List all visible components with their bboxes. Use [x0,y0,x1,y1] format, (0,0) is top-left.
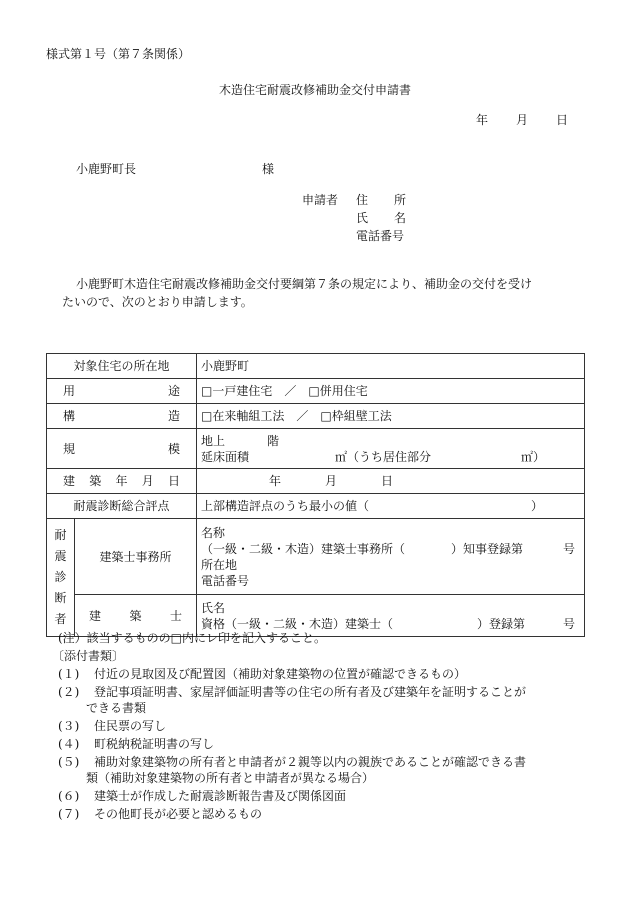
addressee-honorific: 様 [262,162,275,176]
scale-label: 規 模 [47,429,197,469]
document-title: 木造住宅耐震改修補助金交付申請書 [218,83,411,97]
attachment-item-1: (１) 付近の見取図及び配置図（補助対象建築物の位置が確認できるもの） [58,667,467,681]
attachment-item-3: (３) 住民票の写し [58,719,167,733]
note-text: (注）該当するものの□内にレ印を記入すること。 [58,631,327,645]
applicant-name-label: 氏 名 [356,211,406,225]
location-value: 小鹿野町 [197,354,585,379]
applicant-address-label: 住 所 [356,193,406,207]
attachment-item-4: (４) 町税納税証明書の写し [58,737,215,751]
built-date-value: 年 月 日 [197,469,585,494]
attachment-item-2: (２) 登記事項証明書、家屋評価証明書等の住宅の所有者及び建築年を証明することが できる書類 [58,685,527,715]
attachments-title: 〔添付書類〕 [52,649,125,663]
built-date-label: 建 築 年 月 日 [47,469,197,494]
date-year-label: 年 [476,113,489,127]
scale-value: 地上 階 延床面積 ㎡（うち居住部分 ㎡） [197,429,585,469]
structure-label: 構 造 [47,404,197,429]
diagnoser-label: 耐 震 診 断 者 [47,519,75,637]
structure-value: □在来軸組工法 ／ □枠組壁工法 [197,404,585,429]
use-value: □一戸建住宅 ／ □併用住宅 [197,379,585,404]
architect-label: 建 築 士 [75,595,197,637]
architect-value: 氏名 資格（一級・二級・木造）建築士（ ）登録第 号 [197,595,585,637]
applicant-label: 申請者 [302,193,339,207]
applicant-phone-label: 電話番号 [356,229,405,243]
attachment-item-6: (６) 建築士が作成した耐震診断報告書及び関係図面 [58,789,347,803]
date-day-label: 日 [556,113,569,127]
addressee-name: 小鹿野町長 [76,162,137,176]
score-label: 耐震診断総合評点 [47,494,197,519]
attachment-item-7: (７) その他町長が必要と認めるもの [58,807,263,821]
use-label: 用 途 [47,379,197,404]
form-number: 様式第１号（第７条関係） [46,47,191,61]
attachment-item-5: (５) 補助対象建築物の所有者と申請者が２親等以内の親族であることが確認できる書 類（補助対象建築物の所有者と申請者が異なる場合） [58,755,527,785]
date-month-label: 月 [516,113,529,127]
office-value: 名称 （一級・二級・木造）建築士事務所（ ）知事登録第 号 所在地 電話番号 [197,519,585,595]
office-label: 建築士事務所 [75,519,197,595]
body-text-line2: たいので、次のとおり申請します。 [62,295,253,309]
application-table [46,353,585,637]
score-value: 上部構造評点のうち最小の値（ ） [197,494,585,519]
body-text-line1: 小鹿野町木造住宅耐震改修補助金交付要綱第７条の規定により、補助金の交付を受け [76,277,533,291]
location-label: 対象住宅の所在地 [47,354,197,379]
